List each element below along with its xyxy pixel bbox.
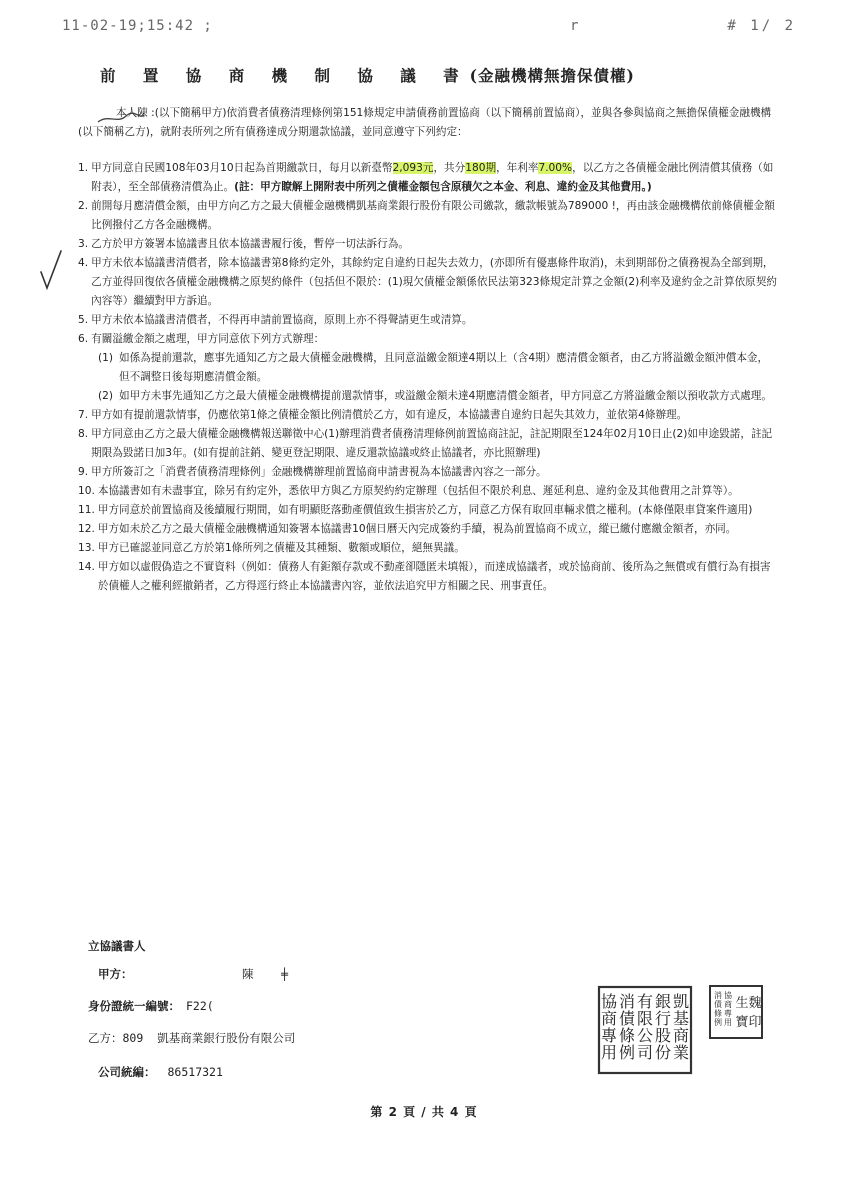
svg-text:商: 商 xyxy=(672,1026,690,1045)
item-text: 前開每月應清償金額，由甲方向乙方之最大債權金融機構凱基商業銀行股份有限公司繳款，繳款帳號為789000 !，再由該金融機構依前條債權金額比例撥付乙方各金融機構。 xyxy=(91,200,775,231)
svg-text:專: 專 xyxy=(600,1026,618,1045)
title-paren: (金融機構無擔保債權) xyxy=(469,66,635,85)
svg-text:商: 商 xyxy=(724,1000,732,1009)
party-b-label: 乙方： xyxy=(88,1031,123,1045)
item-text: 甲方如有提前還款情事，仍應依第1條之債權金額比例清償於乙方，如有違反，本協議書自違約日起失其效力，並依第4條辦理。 xyxy=(91,409,688,421)
subitem-number: (1) xyxy=(98,352,114,364)
item-1-note: (註：甲方瞭解上開附表中所列之債權金額包含原積欠之本金、利息、違約金及其他費用。) xyxy=(234,181,652,193)
seal-big-col-1: 協 xyxy=(600,992,618,1011)
installment-periods: 180期 xyxy=(465,162,497,174)
svg-text:印: 印 xyxy=(748,1015,762,1030)
item-1-mid2: ，年利率 xyxy=(496,162,539,174)
svg-text:生: 生 xyxy=(735,996,749,1011)
agreement-item-6 xyxy=(78,330,778,349)
handwritten-check-mark xyxy=(38,248,64,292)
svg-text:寶: 寶 xyxy=(735,1015,749,1030)
svg-text:債: 債 xyxy=(618,1009,636,1028)
svg-text:用: 用 xyxy=(600,1043,618,1062)
agreement-item-13 xyxy=(78,539,778,558)
agreement-item-11 xyxy=(78,501,778,520)
svg-text:份: 份 xyxy=(654,1043,672,1062)
svg-text:公: 公 xyxy=(636,1026,654,1045)
agreement-item-7 xyxy=(78,406,778,425)
item-1-mid1: ，共分 xyxy=(433,162,466,174)
svg-text:用: 用 xyxy=(724,1018,732,1027)
personal-seal-stamp xyxy=(708,984,764,1040)
item-text: 甲方同意由乙方之最大債權金融機構報送聯徵中心(1)辦理消費者債務清理條例前置協商註記，註記期限至124年02月10日止(2)如申途毀諾，註記期限為毀諾日加3年。(如有提前註銷、變更登記期限、違反還款協議或終止協議者，亦比照辦理) xyxy=(91,428,773,459)
agreement-item-10 xyxy=(78,482,778,501)
agreement-item-1 xyxy=(78,159,778,197)
agreement-item-5 xyxy=(78,311,778,330)
svg-text:行: 行 xyxy=(654,1009,672,1028)
svg-text:債: 債 xyxy=(714,1000,722,1009)
title-main: 前 置 協 商 機 制 協 議 書 xyxy=(100,66,470,85)
party-a-label: 甲方： xyxy=(98,967,133,981)
party-b-bank: 凱基商業銀行股份有限公司 xyxy=(157,1031,296,1045)
item-number: 7. xyxy=(78,409,89,421)
item-text: 有關溢繳金額之處理，甲方同意依下列方式辦理： xyxy=(91,333,325,345)
item-number: 12. xyxy=(78,523,95,535)
party-a-row xyxy=(98,966,301,982)
svg-text:基: 基 xyxy=(672,1009,690,1028)
item-number: 1. xyxy=(78,162,89,174)
fax-page-indicator: # 1/ 2 xyxy=(727,18,796,34)
item-text xyxy=(91,159,778,197)
agreement-item-3 xyxy=(78,235,778,254)
svg-text:股: 股 xyxy=(654,1026,672,1045)
seal-big-col-2: 消 xyxy=(618,992,636,1011)
item-number: 5. xyxy=(78,314,89,326)
item-number: 14. xyxy=(78,561,95,573)
company-number-row xyxy=(98,1064,223,1080)
intro-paragraph: 本人陳 :(以下簡稱甲方)依消費者債務清理條例第151條規定申請債務前置協商（以下簡稱前置協商），並與各參與協商之無擔保債權金融機構(以下簡稱乙方)，就附表所列之所有債務達成分期還款協議，並同意遵守下列約定： xyxy=(78,107,772,138)
id-number-label: 身份證統一編號： xyxy=(88,999,180,1013)
agreement-subitem-6-1 xyxy=(78,349,778,387)
svg-text:限: 限 xyxy=(636,1009,654,1028)
item-number: 2. xyxy=(78,200,89,212)
svg-text:專: 專 xyxy=(724,1009,732,1018)
agreement-item-14 xyxy=(78,558,778,596)
item-number: 6. xyxy=(78,333,89,345)
agreement-item-8 xyxy=(78,425,778,463)
fax-marker: r xyxy=(570,18,579,34)
agreement-item-2 xyxy=(78,197,778,235)
monthly-amount: 2,093元 xyxy=(392,162,434,174)
item-text: 甲方已確認並同意乙方於第1條所列之債權及其種類、數額或順位，絕無異議。 xyxy=(97,542,465,554)
item-number: 9. xyxy=(78,466,89,478)
svg-text:條: 條 xyxy=(714,1009,722,1018)
subitem-text: 如甲方未事先通知乙方之最大債權金融機構提前還款情事，或溢繳金額未達4期應清償金額者，甲方同意乙方將溢繳金額以預收款方式處理。 xyxy=(119,390,772,402)
svg-text:例: 例 xyxy=(618,1043,636,1062)
agreement-item-4 xyxy=(78,254,778,311)
page-footer: 第 2 頁 / 共 4 頁 xyxy=(370,1105,478,1119)
item-number: 11. xyxy=(78,504,95,516)
svg-text:消: 消 xyxy=(714,991,722,1000)
item-text: 甲方如以虛假偽造之不實資料（例如：債務人有鉅額存款或不動產卻隱匿未填報），而達成協議者，或於協商前、後所為之無償或有償行為有損害於債權人之權利經撤銷者，乙方得逕行終止本協議書內容，並依法追究甲方相關之民、刑事責任。 xyxy=(97,561,771,592)
agreement-subitem-6-2 xyxy=(78,387,778,406)
item-number: 8. xyxy=(78,428,89,440)
item-number: 13. xyxy=(78,542,95,554)
party-b-code: 809 xyxy=(122,1031,144,1045)
item-text: 甲方所簽訂之「消費者債務清理條例」金融機構辦理前置協商申請書視為本協議書內容之一部分。 xyxy=(91,466,547,478)
subitem-number: (2) xyxy=(98,390,114,402)
agreement-body xyxy=(78,104,778,596)
party-b-row xyxy=(88,1030,295,1046)
company-number-value: 86517321 xyxy=(167,1065,223,1079)
seal-big-col-4: 銀 xyxy=(654,992,672,1011)
svg-text:例: 例 xyxy=(714,1018,722,1027)
party-a-value: 陳 ╪ xyxy=(242,967,301,981)
item-text: 甲方未依本協議書清償者，除本協議書第8條約定外，其餘約定自違約日起失去效力，(亦即所有優惠條件取消)，未到期部份之債務視為全部到期，乙方並得回復依各債權金融機構之原契約條件（包括但不限於：(1)現欠債權金額係依民法第323條規定計算之金額(2)利率及違約金之計算依原契約內容等）繼續對甲方訴追。 xyxy=(91,257,777,307)
id-number-row xyxy=(88,998,214,1014)
agreement-items xyxy=(78,159,778,596)
seal-big-col-5: 凱 xyxy=(672,992,690,1011)
item-number: 3. xyxy=(78,238,89,250)
svg-text:業: 業 xyxy=(672,1043,690,1062)
id-number-value: F22( xyxy=(186,999,214,1013)
svg-text:司: 司 xyxy=(636,1043,654,1062)
company-number-label: 公司統編： xyxy=(98,1065,156,1079)
item-text: 甲方如未於乙方之最大債權金融機構通知簽署本協議書10個日曆天內完成簽約手續，視為前置協商不成立，縱已繳付應繳金額者，亦同。 xyxy=(97,523,737,535)
document-title xyxy=(100,64,800,86)
item-1-post: ，以乙方之各債權金融比例清償其債務（如附表），至全部債務清償為止。 xyxy=(91,162,774,193)
item-text: 本協議書如有未盡事宜，除另有約定外，悉依甲方與乙方原契約約定辦理（包括但不限於利息、遲延利息、違約金及其他費用之計算等）。 xyxy=(97,485,739,497)
agreement-item-9 xyxy=(78,463,778,482)
fax-timestamp: 11-02-19;15:42 ; xyxy=(62,18,213,34)
item-1-pre: 甲方同意自民國108年03月10日起為首期繳款日，每月以新臺幣 xyxy=(91,162,393,174)
svg-text:協: 協 xyxy=(724,991,732,1000)
svg-text:條: 條 xyxy=(618,1026,636,1045)
svg-text:魏: 魏 xyxy=(748,996,762,1011)
seal-big-col-3: 有 xyxy=(636,992,654,1011)
subitem-text: 如係為提前還款，應事先通知乙方之最大債權金融機構，且同意溢繳金額達4期以上（含4期）應清償金額者，由乙方將溢繳金額沖償本金，但不調整日後每期應清償金額。 xyxy=(119,352,769,383)
annual-rate: 7.00% xyxy=(538,162,573,174)
signer-heading: 立協議書人 xyxy=(88,939,146,953)
item-number: 4. xyxy=(78,257,89,269)
agreement-item-12 xyxy=(78,520,778,539)
item-number: 10. xyxy=(78,485,95,497)
item-text: 甲方同意於前置協商及後續履行期間，如有明顯貶落動產價值致生損害於乙方，同意乙方保有取回車輛求償之權利。(本條僅限車貸案件適用) xyxy=(97,504,753,516)
item-text: 乙方於甲方簽署本協議書且依本協議書履行後，暫停一切法訴行為。 xyxy=(91,238,409,250)
bank-seal-stamp xyxy=(597,985,693,1075)
svg-text:商: 商 xyxy=(600,1009,618,1028)
item-text: 甲方未依本協議書清償者，不得再申請前置協商，原則上亦不得聲請更生或清算。 xyxy=(91,314,473,326)
